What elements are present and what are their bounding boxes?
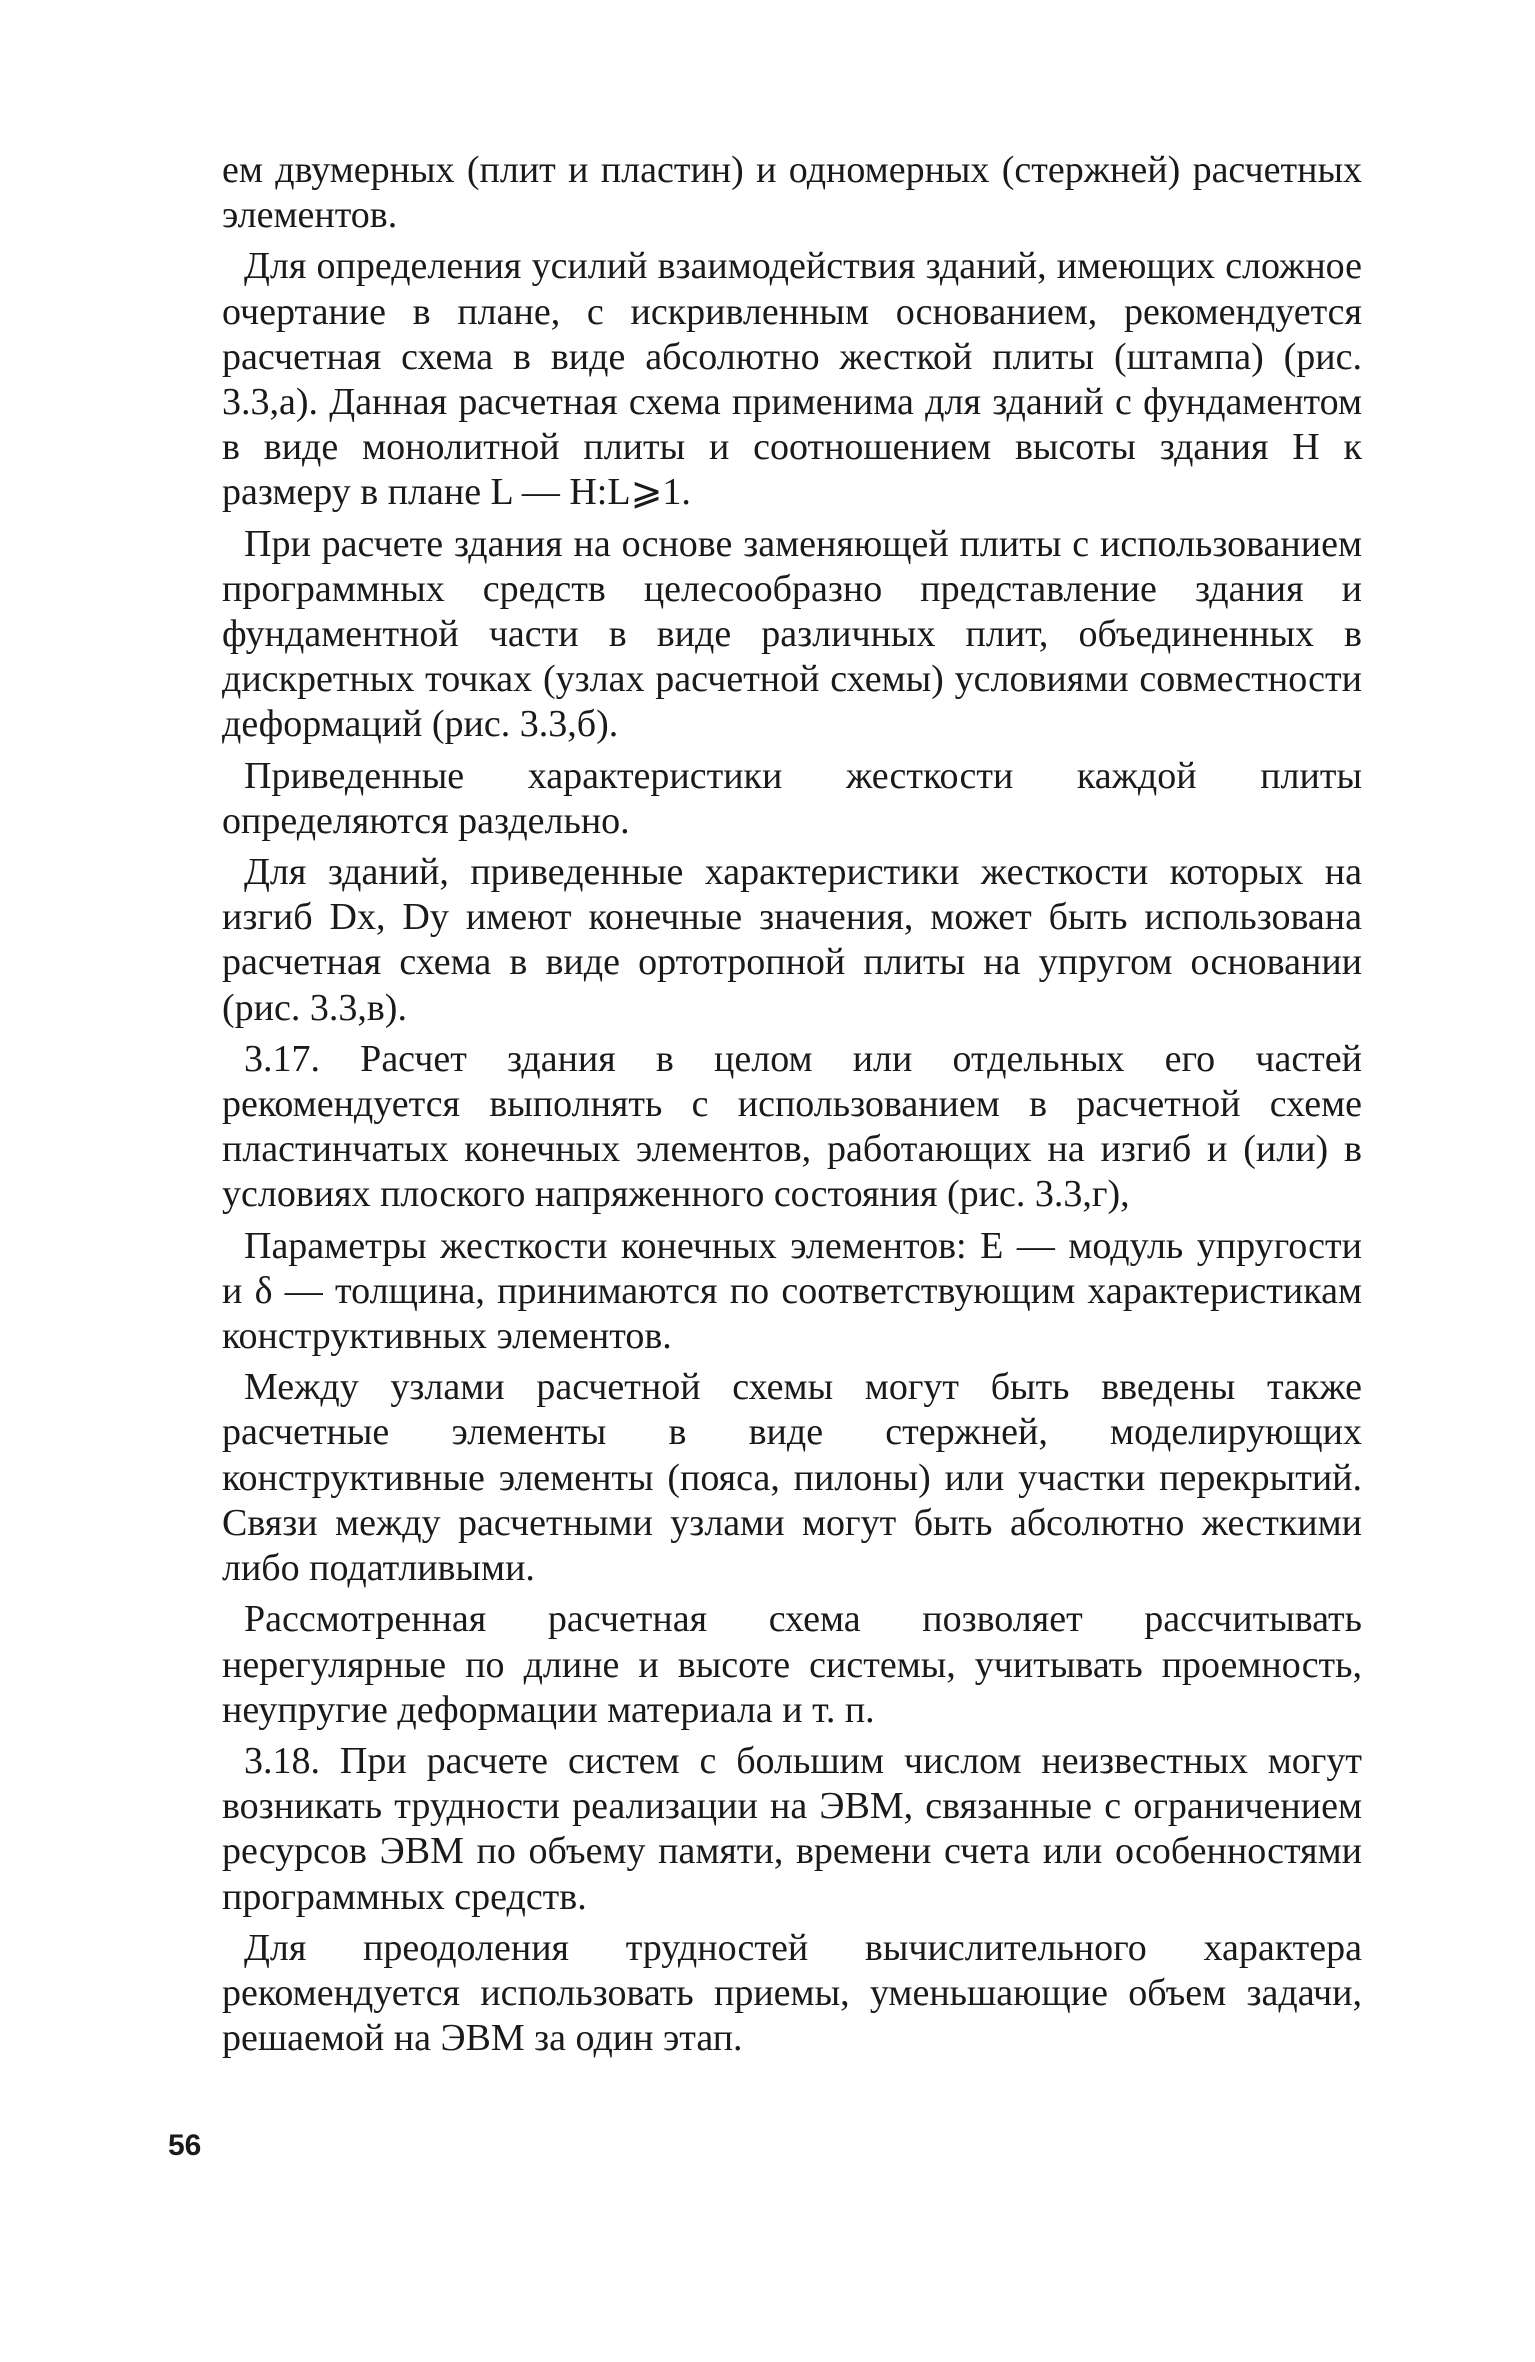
paragraph-computational-difficulties: Для преодоления трудностей вычислительного характера рекомендуется использовать приемы, уменьшающие объем задачи, решаемой на ЭВМ за один этап. <box>222 1926 1362 2060</box>
paragraph-section-3-18: 3.18. При расчете систем с большим числом неизвестных могут возникать трудности реализации на ЭВМ, связанные с ограничением ресурсов ЭВМ по объему памяти, времени счета или особенностями программных средств. <box>222 1739 1362 1918</box>
paragraph-rod-elements: Между узлами расчетной схемы могут быть введены также расчетные элементы в виде стержней, моделирующих конструктивные элементы (пояса, пилоны) или участки перекрытий. Связи между расчетными узлами могут быть абсолютно жесткими либо податливыми. <box>222 1366 1362 1590</box>
page-number: 56 <box>168 2129 202 2162</box>
paragraph-irregular-systems: Рассмотренная расчетная схема позволяет рассчитывать нерегулярные по длине и высоте системы, учитывать проемность, неупругие деформации материала и т. п. <box>222 1598 1362 1731</box>
body-text <box>222 148 1362 2067</box>
paragraph-replacement-plate: При расчете здания на основе заменяющей плиты с использованием программных средств целесообразно представление здания и фундаментной части в виде различных плит, объединенных в дискретных точках (узлах расчетной схемы) условиями совместности деформаций (рис. 3.3,б). <box>222 522 1362 746</box>
paragraph-stiffness: Приведенные характеристики жесткости каждой плиты определяются раздельно. <box>222 754 1362 842</box>
paragraph-element-parameters: Параметры жесткости конечных элементов: E — модуль упругости и δ — толщина, принимаются по соответствующим характеристикам конструктивных элементов. <box>222 1224 1362 1358</box>
paragraph-orthotropic-plate: Для зданий, приведенные характеристики жесткости которых на изгиб Dx, Dy имеют конечные значения, может быть использована расчетная схема в виде ортотропной плиты на упругом основании (рис. 3.3,в). <box>222 851 1362 1029</box>
paragraph-stamp-scheme: Для определения усилий взаимодействия зданий, имеющих сложное очертание в плане, с искривленным основанием, рекомендуется расчетная схема в виде абсолютно жесткой плиты (штампа) (рис. 3.3,а). Данная расчетная схема применима для зданий с фундаментом в виде монолитной плиты и соотношением высоты здания H к размеру в плане L — H:L⩾1. <box>222 245 1362 514</box>
paragraph-section-3-17: 3.17. Расчет здания в целом или отдельных его частей рекомендуется выполнять с использованием в расчетной схеме пластинчатых конечных элементов, работающих на изгиб и (или) в условиях плоского напряженного состояния (рис. 3.3,г), <box>222 1037 1362 1216</box>
paragraph-continuation: ем двумерных (плит и пластин) и одномерных (стержней) расчетных элементов. <box>222 149 1362 237</box>
